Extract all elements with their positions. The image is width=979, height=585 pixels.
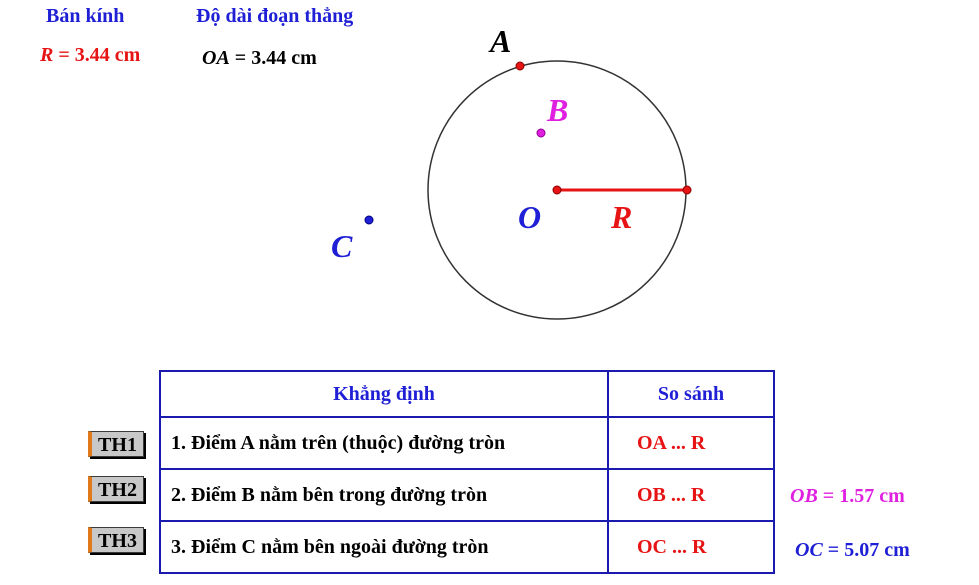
label-o: O	[518, 199, 542, 235]
label-b: B	[547, 92, 569, 128]
claim-cell: 3. Điểm C nằm bên ngoài đường tròn	[160, 521, 608, 573]
th3-button[interactable]: TH3	[88, 527, 144, 553]
label-r: R	[611, 199, 633, 235]
compare-cell[interactable]: OA ... R	[608, 417, 774, 469]
claim-cell: 2. Điểm B nằm bên trong đường tròn	[160, 469, 608, 521]
ob-measure-value: = 1.57 cm	[817, 485, 905, 507]
oa-measure-value: = 3.44 cm	[229, 47, 317, 69]
claim-cell: 1. Điểm A nằm trên (thuộc) đường tròn	[160, 417, 608, 469]
table-row	[160, 521, 774, 573]
point-a[interactable]	[516, 62, 524, 70]
table-row	[160, 469, 774, 521]
point-b[interactable]	[537, 129, 545, 137]
radius-measure-value: = 3.44 cm	[53, 44, 141, 66]
compare-cell[interactable]: OB ... R	[608, 469, 774, 521]
point-o[interactable]	[553, 186, 561, 194]
header-claim: Khẳng định	[160, 371, 608, 417]
radius-measure-var: R	[40, 44, 54, 66]
table-row	[160, 417, 774, 469]
table-header-row	[160, 371, 774, 417]
ob-measure	[790, 485, 905, 508]
radius-endpoint[interactable]	[683, 186, 691, 194]
ob-measure-var: OB	[790, 485, 818, 507]
claims-table	[159, 370, 775, 574]
radius-title: Bán kính	[46, 5, 125, 27]
oc-measure-value: = 5.07 cm	[822, 539, 910, 561]
compare-cell[interactable]: OC ... R	[608, 521, 774, 573]
point-c[interactable]	[365, 216, 373, 224]
th2-button[interactable]: TH2	[88, 476, 144, 502]
oc-measure	[795, 539, 910, 562]
oc-measure-var: OC	[795, 539, 823, 561]
label-a: A	[490, 23, 512, 59]
label-c: C	[331, 228, 353, 264]
segment-length-title: Độ dài đoạn thẳng	[196, 5, 354, 27]
oa-measure-var: OA	[202, 47, 230, 69]
header-compare: So sánh	[608, 371, 774, 417]
th1-button[interactable]: TH1	[88, 431, 144, 457]
